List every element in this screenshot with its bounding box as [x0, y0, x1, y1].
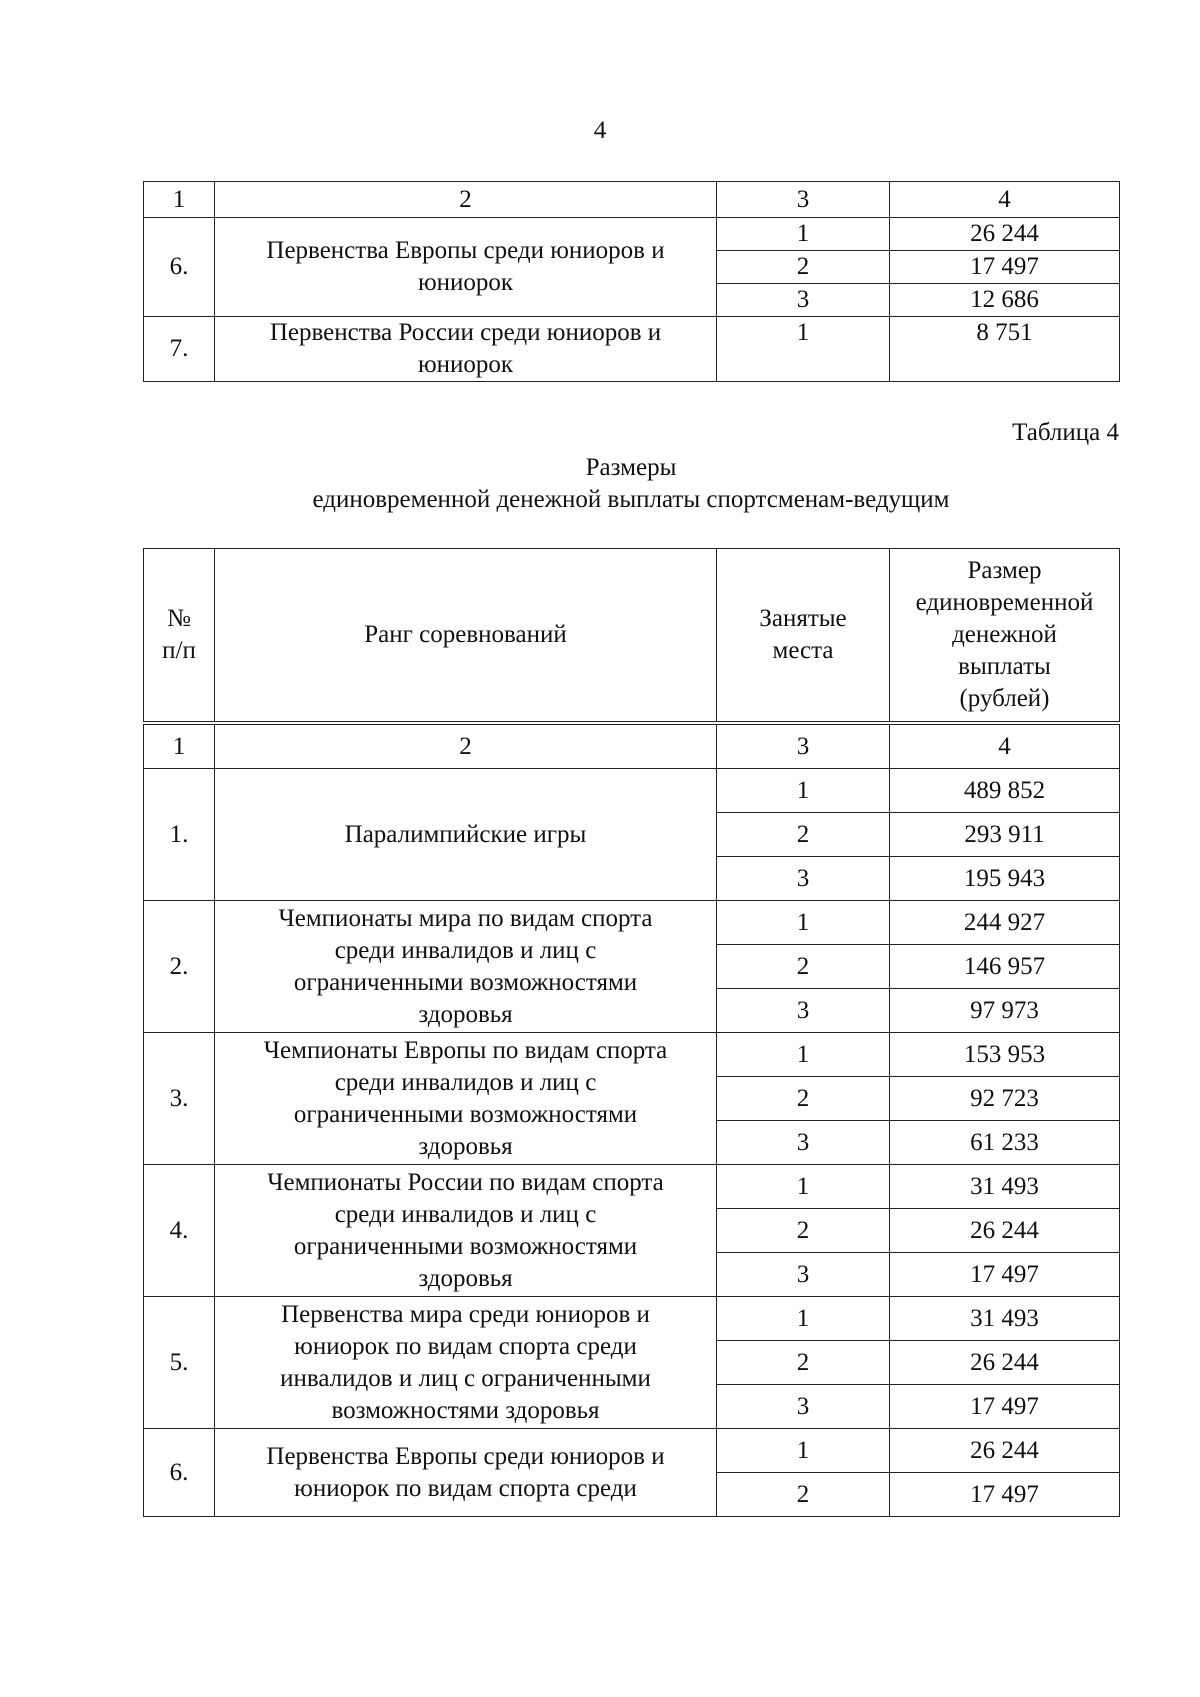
place-cell: 2 — [717, 251, 890, 284]
table-title — [0, 452, 1200, 516]
competition-name-line: Чемпионаты мира по видам спорта — [278, 904, 653, 932]
amount-cell: 17 497 — [890, 251, 1120, 284]
competition-name-cell — [215, 1033, 717, 1165]
competition-name-line: среди инвалидов и лиц с — [334, 936, 597, 964]
competition-name-cell — [215, 901, 717, 1033]
competition-name-line: юниорок по видам спорта среди — [294, 1474, 637, 1502]
place-cell: 2 — [717, 813, 890, 857]
place-cell: 3 — [717, 857, 890, 901]
header-number-cell — [144, 549, 215, 724]
header-text: (рублей) — [959, 685, 1050, 712]
continuation-table-body — [144, 182, 1120, 382]
place-cell: 1 — [717, 769, 890, 813]
amount-cell: 26 244 — [890, 1429, 1120, 1473]
place-cell: 1 — [717, 218, 890, 251]
competition-name-line: возможностями здоровья — [331, 1396, 600, 1424]
header-amount-cell — [890, 549, 1120, 724]
header-text: Размер — [967, 557, 1042, 584]
header-text: единовременной — [915, 589, 1094, 616]
place-cell: 1 — [717, 1297, 890, 1341]
column-number: 2 — [215, 182, 717, 218]
column-number: 4 — [890, 723, 1120, 769]
competition-name-line: среди инвалидов и лиц с — [334, 1068, 597, 1096]
amount-cell: 97 973 — [890, 989, 1120, 1033]
competition-name-cell — [215, 1429, 717, 1517]
amount-cell: 92 723 — [890, 1077, 1120, 1121]
competition-name-line: ограниченными возможностями — [293, 1232, 638, 1260]
amount-cell: 17 497 — [890, 1473, 1120, 1517]
header-text: денежной — [952, 621, 1057, 648]
payments-table — [143, 548, 1120, 1517]
competition-name-line: ограниченными возможностями — [293, 968, 638, 996]
header-places-cell — [717, 549, 890, 724]
place-cell: 3 — [717, 284, 890, 317]
competition-name-line: юниорок — [417, 269, 514, 296]
row-number-cell: 1. — [144, 769, 215, 901]
column-number: 3 — [717, 723, 890, 769]
place-cell: 3 — [717, 989, 890, 1033]
amount-cell: 293 911 — [890, 813, 1120, 857]
competition-name-line: инвалидов и лиц с ограниченными — [280, 1364, 651, 1392]
table-row — [144, 1165, 1120, 1209]
column-number: 1 — [144, 182, 215, 218]
amount-cell: 12 686 — [890, 284, 1120, 317]
competition-name-line: здоровья — [418, 1132, 513, 1160]
amount-cell: 146 957 — [890, 945, 1120, 989]
table-row — [144, 769, 1120, 813]
amount-cell: 489 852 — [890, 769, 1120, 813]
place-cell: 2 — [717, 945, 890, 989]
competition-name-line: Первенства мира среди юниоров и — [281, 1300, 650, 1328]
place-cell: 2 — [717, 1209, 890, 1253]
column-number: 2 — [215, 723, 717, 769]
place-cell: 3 — [717, 1385, 890, 1429]
amount-cell: 61 233 — [890, 1121, 1120, 1165]
header-text: Занятые — [759, 605, 847, 632]
title-line: Размеры — [585, 454, 677, 481]
place-cell: 3 — [717, 1121, 890, 1165]
payments-table-body — [144, 549, 1120, 1517]
amount-cell: 195 943 — [890, 857, 1120, 901]
page-number: 4 — [593, 117, 607, 144]
table-row — [144, 1297, 1120, 1341]
competition-name-cell — [215, 218, 717, 317]
table-row — [144, 317, 1120, 382]
place-cell: 2 — [717, 1341, 890, 1385]
header-text: п/п — [162, 637, 196, 664]
table-row — [144, 1033, 1120, 1077]
column-number: 1 — [144, 723, 215, 769]
row-number-cell: 6. — [144, 218, 215, 317]
competition-name-cell — [215, 317, 717, 382]
place-cell: 1 — [717, 1165, 890, 1209]
column-number: 4 — [890, 182, 1120, 218]
amount-cell: 244 927 — [890, 901, 1120, 945]
amount-cell: 8 751 — [890, 317, 1120, 382]
row-number-cell: 2. — [144, 901, 215, 1033]
amount-cell: 26 244 — [890, 1341, 1120, 1385]
competition-name-line: среди инвалидов и лиц с — [334, 1200, 597, 1228]
place-cell: 1 — [717, 1033, 890, 1077]
competition-name-line: юниорок по видам спорта среди — [294, 1332, 637, 1360]
title-line: единовременной денежной выплаты спортсменам-ведущим — [312, 486, 950, 513]
header-text: № — [167, 605, 191, 632]
place-cell: 1 — [717, 317, 890, 382]
row-number-cell: 6. — [144, 1429, 215, 1517]
competition-name-line: Чемпионаты России по видам спорта — [267, 1168, 664, 1196]
continuation-table — [143, 181, 1120, 382]
table-caption: Таблица 4 — [1012, 419, 1119, 446]
column-number: 3 — [717, 182, 890, 218]
column-number-row — [144, 723, 1120, 769]
amount-cell: 31 493 — [890, 1297, 1120, 1341]
place-cell: 1 — [717, 1429, 890, 1473]
header-text: выплаты — [958, 653, 1051, 680]
amount-cell: 31 493 — [890, 1165, 1120, 1209]
row-number-cell: 5. — [144, 1297, 215, 1429]
header-row — [144, 549, 1120, 724]
amount-cell: 26 244 — [890, 218, 1120, 251]
row-number-cell: 4. — [144, 1165, 215, 1297]
table-row — [144, 901, 1120, 945]
table-row — [144, 218, 1120, 251]
row-number-cell: 7. — [144, 317, 215, 382]
amount-cell: 26 244 — [890, 1209, 1120, 1253]
place-cell: 2 — [717, 1077, 890, 1121]
place-cell: 2 — [717, 1473, 890, 1517]
row-number-cell: 3. — [144, 1033, 215, 1165]
competition-name-line: Первенства России среди юниоров и — [269, 319, 662, 346]
column-number-row — [144, 182, 1120, 218]
competition-name-line: Чемпионаты Европы по видам спорта — [263, 1036, 668, 1064]
competition-name-cell — [215, 769, 717, 901]
competition-name-cell — [215, 1297, 717, 1429]
place-cell: 3 — [717, 1253, 890, 1297]
competition-name-line: ограниченными возможностями — [293, 1100, 638, 1128]
competition-name-line: здоровья — [418, 1264, 513, 1292]
competition-name-line: юниорок — [417, 351, 514, 378]
table-row — [144, 1429, 1120, 1473]
competition-name-line: Первенства Европы среди юниоров и — [266, 237, 665, 264]
amount-cell: 153 953 — [890, 1033, 1120, 1077]
header-text: места — [772, 637, 834, 664]
competition-name-line: Паралимпийские игры — [344, 820, 587, 848]
amount-cell: 17 497 — [890, 1385, 1120, 1429]
place-cell: 1 — [717, 901, 890, 945]
header-rank-cell: Ранг соревнований — [215, 549, 717, 724]
competition-name-line: Первенства Европы среди юниоров и — [266, 1442, 665, 1470]
amount-cell: 17 497 — [890, 1253, 1120, 1297]
competition-name-line: здоровья — [418, 1000, 513, 1028]
competition-name-cell — [215, 1165, 717, 1297]
